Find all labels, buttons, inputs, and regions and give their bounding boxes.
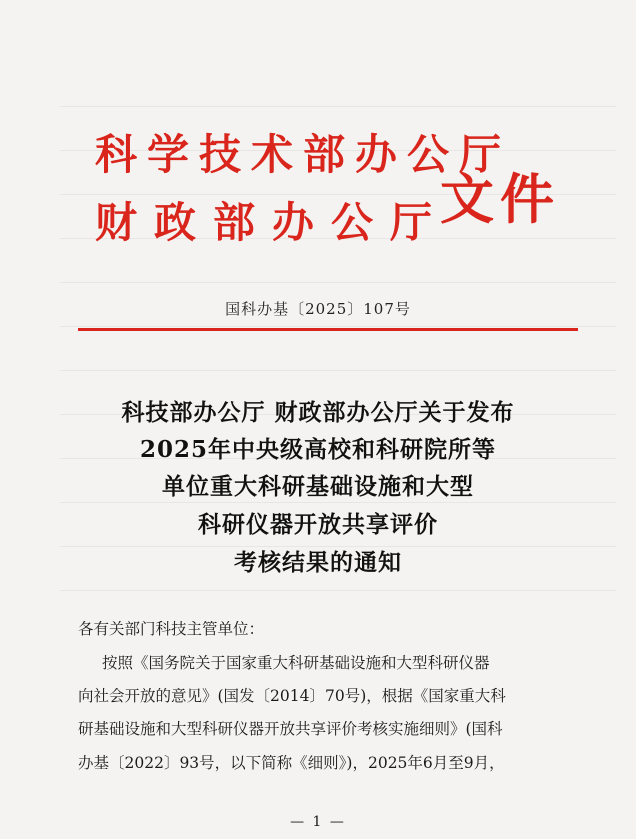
issuer-line-1: 科学技术部办公厅 [95,130,512,179]
title-line: 单位重大科研基础设施和大型 [162,473,474,500]
body-line: 按照《国务院关于国家重大科研基础设施和大型科研仪器 [102,654,490,672]
title-line: 考核结果的通知 [234,549,402,576]
body-line: 办基〔2022〕93号，以下简称《细则》)，2025年6月至9月， [78,754,505,772]
file-label: 文件 [440,167,560,231]
title-line: 2025年中央级高校和科研院所等 [139,436,496,463]
red-divider-line [78,328,578,331]
salutation: 各有关部门科技主管单位： [78,620,265,638]
issuer-line-2: 财政部办公厅 [95,198,450,247]
body-line: 向社会开放的意见》(国发〔2014〕70号)，根据《国家重大科 [78,687,506,705]
body-line: 研基础设施和大型科研仪器开放共享评价考核实施细则》(国科 [78,720,503,738]
title-line: 科技部办公厅 财政部办公厅关于发布 [121,399,515,426]
document-number: 国科办基〔2025〕107号 [225,300,411,318]
page-number: — 1 — [290,814,346,830]
title-line: 科研仪器开放共享评价 [198,511,438,538]
